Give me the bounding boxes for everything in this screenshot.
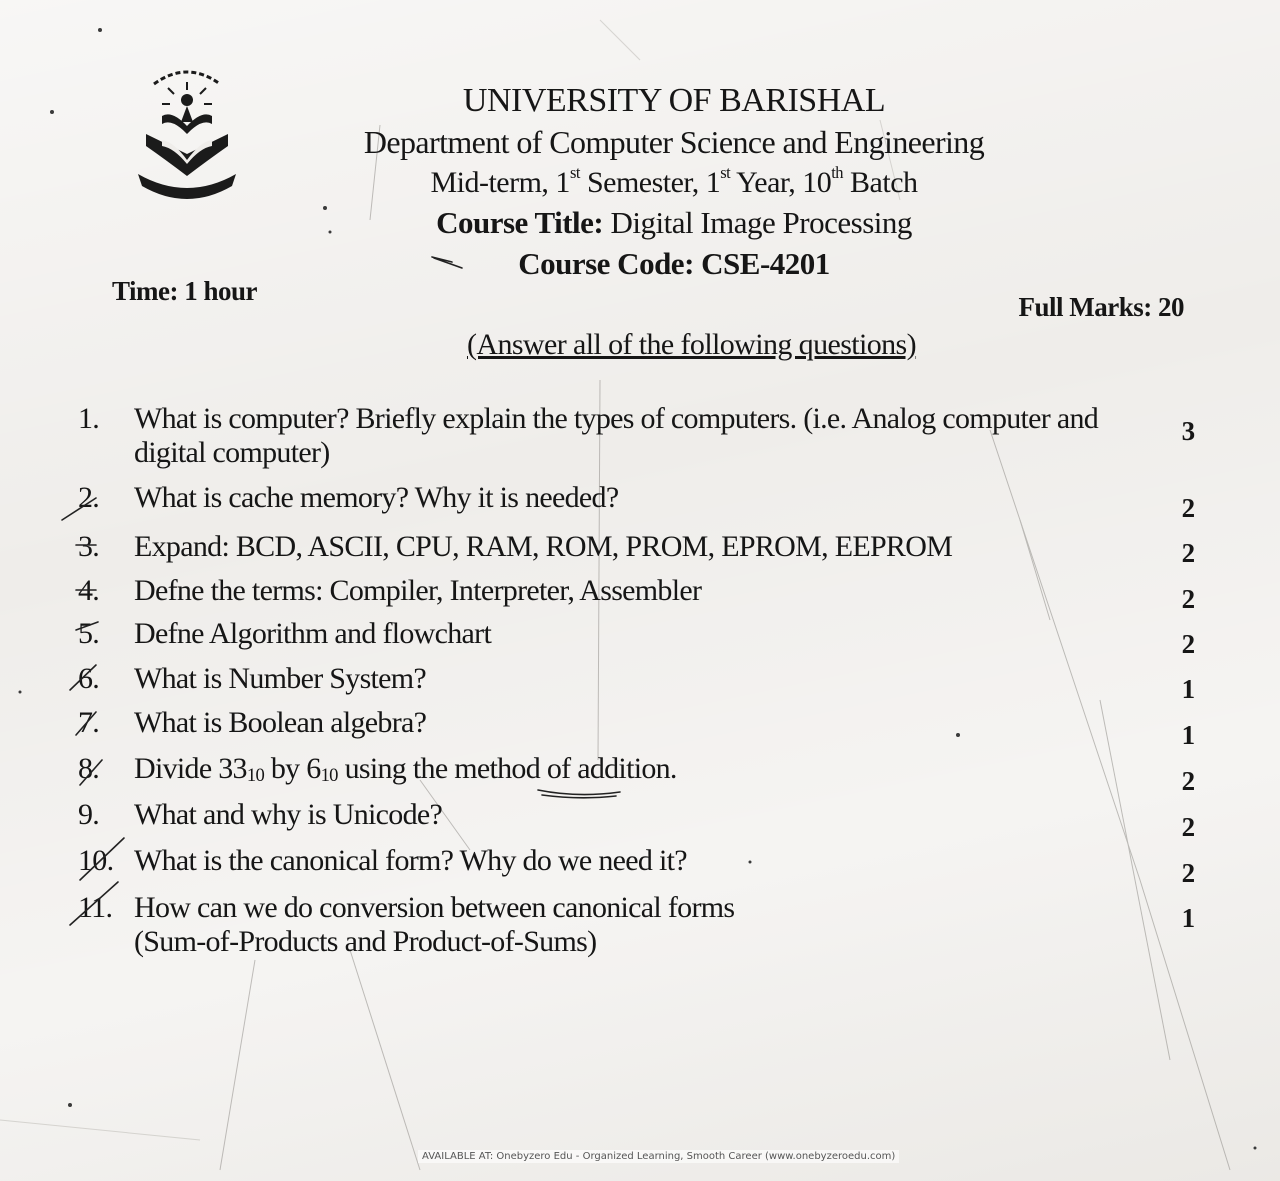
exam-time: Time: 1 hour — [112, 276, 258, 306]
question-number: 9. — [78, 798, 100, 831]
question-text: Defne Algorithm and flowchart — [134, 617, 492, 650]
question-text: What is Number System? — [134, 662, 427, 695]
question-number: 4. — [78, 574, 100, 607]
question-marks: 2 — [1181, 812, 1195, 842]
question-marks: 1 — [1181, 903, 1195, 933]
question-marks: 2 — [1181, 584, 1195, 614]
question-text: How can we do conversion between canonical forms (Sum-of-Products and Product-of-Sums) — [134, 891, 735, 958]
question-marks: 2 — [1181, 493, 1195, 523]
university-name: UNIVERSITY OF BARISHAL — [462, 82, 886, 119]
department-name: Department of Computer Science and Engineering — [363, 124, 985, 160]
question-marks: 2 — [1181, 629, 1195, 659]
question-text: What and why is Unicode? — [134, 798, 443, 831]
course-title-value: Digital Image Processing — [603, 205, 912, 240]
footer-watermark: AVAILABLE AT: Onebyzero Edu - Organized Learning, Smooth Career (www.onebyzeroedu.com) — [418, 1150, 899, 1163]
question-marks: 3 — [1181, 416, 1195, 446]
course-code-label: Course Code: — [518, 246, 694, 281]
question-text: What is the canonical form? Why do we need it? — [134, 844, 687, 877]
question-marks: 2 — [1181, 766, 1195, 796]
course-title-label: Course Title: — [436, 205, 604, 240]
question-text: Defne the terms: Compiler, Interpreter, Assembler — [134, 574, 702, 607]
instruction: (Answer all of the following questions) — [467, 328, 917, 361]
course-title — [34, 205, 1280, 241]
question-marks: 2 — [1181, 538, 1195, 568]
question-number: 8. — [78, 752, 100, 785]
question-text: Expand: BCD, ASCII, CPU, RAM, ROM, PROM, EPROM, EEPROM — [134, 530, 953, 563]
question-number: 2. — [78, 481, 100, 514]
question-number: 11. — [78, 891, 113, 924]
question-number: 1. — [78, 402, 100, 435]
question-marks: 1 — [1181, 720, 1195, 750]
question-text: What is Boolean algebra? — [134, 706, 427, 739]
question-text: What is cache memory? Why it is needed? — [134, 481, 619, 514]
question-number: 7. — [78, 706, 100, 739]
question-number: 5. — [78, 617, 100, 650]
question-text: What is computer? Briefly explain the types of computers. (i.e. Analog computer and digital computer) — [134, 402, 1099, 469]
question-number: 10. — [78, 844, 114, 877]
question-number: 6. — [78, 662, 100, 695]
question-marks: 2 — [1181, 858, 1195, 888]
course-code-value: CSE-4201 — [693, 246, 830, 281]
question-marks: 1 — [1181, 674, 1195, 704]
full-marks: Full Marks: 20 — [1018, 292, 1184, 322]
exam-info: Mid-term, 1st Semester, 1st Year, 10th Batch — [430, 162, 918, 199]
question-number: 3. — [78, 530, 100, 563]
question-text: Divide $33_{10}$ by $6_{10}$ using the method of addition. — [134, 752, 677, 786]
